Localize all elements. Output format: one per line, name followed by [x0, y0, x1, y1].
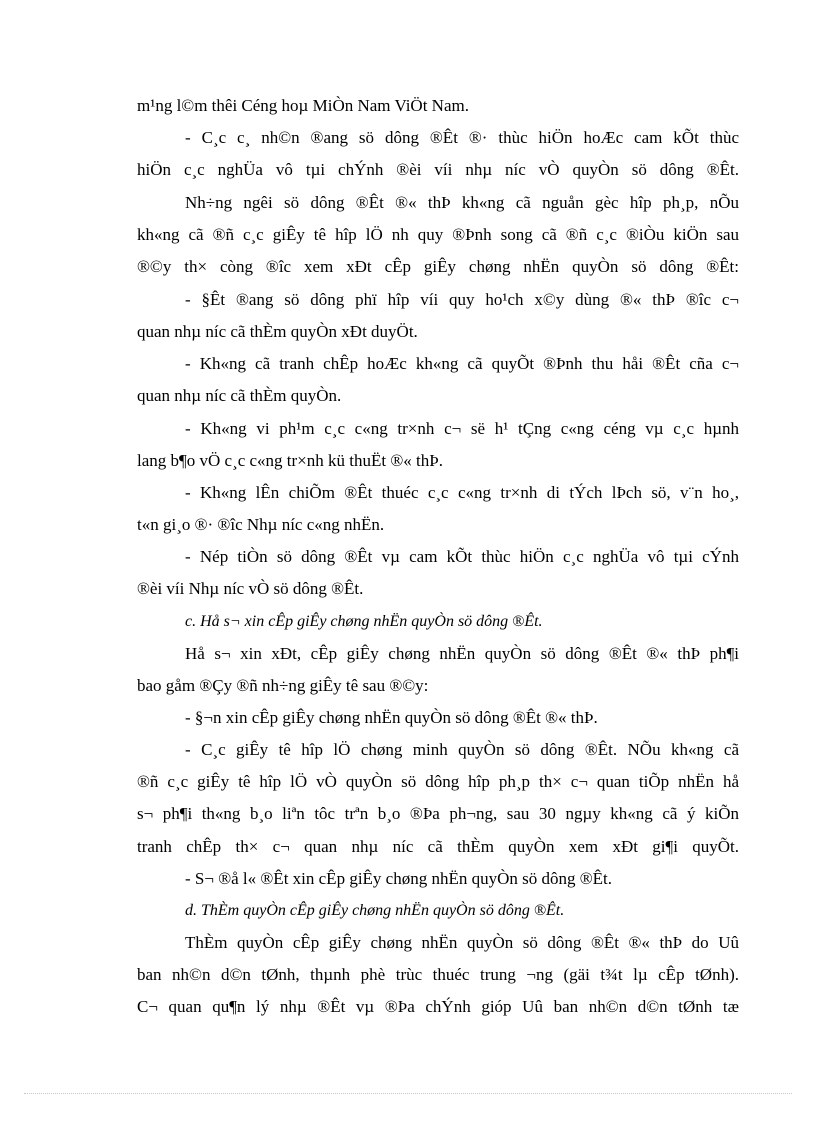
text-line: lang b¶o vÖ c¸c c«ng tr×nh kü thuËt ®« thÞ. [137, 451, 443, 470]
text-line: quan nhµ níc cã thÈm quyÒn xÐt duyÖt. [137, 322, 418, 341]
text-line: s¬ ph¶i th«ng b¸o liªn tôc trªn b¸o ®Þa ph¬ng, sau 30 ngµy kh«ng cã ý kiÕn [137, 804, 739, 823]
section-heading: c. Hå s¬ xin cÊp giÊy chøng nhËn quyÒn sö dông ®Êt. [185, 613, 543, 630]
text-line: quan nhµ níc cã thÈm quyÒn. [137, 386, 342, 405]
text-line: ®ñ c¸c giÊy tê hîp lÖ vÒ quyÒn sö dông hîp ph¸p th× c¬ quan tiÕp nhËn hå [137, 772, 739, 791]
text-line: tranh chÊp th× c¬ quan nhµ níc cã thÈm quyÒn xem xÐt gi¶i quyÕt. [137, 837, 739, 856]
text-line: t«n gi¸o ®· ®îc Nhµ níc c«ng nhËn. [137, 515, 385, 534]
page-bottom-divider [24, 1093, 792, 1094]
text-line: - Kh«ng cã tranh chÊp hoÆc kh«ng cã quyÕt ®Þnh thu håi ®Êt cña c¬ [185, 354, 739, 373]
text-line: bao gåm ®Çy ®ñ nh÷ng giÊy tê sau ®©y: [137, 676, 429, 695]
text-line: m¹ng l©m thêi Céng hoµ MiÒn Nam ViÖt Nam. [137, 96, 469, 115]
text-line: ban nh©n d©n tØnh, thµnh phè trùc thuéc trung ¬ng (gäi t¾t lµ cÊp tØnh). [137, 965, 739, 984]
text-line: kh«ng cã ®ñ c¸c giÊy tê hîp lÖ nh quy ®Þnh song cã ®ñ c¸c ®iÒu kiÖn sau [137, 225, 739, 244]
text-line: ®©y th× còng ®îc xem xÐt cÊp giÊy chøng nhËn quyÒn sö dông ®Êt: [137, 257, 739, 276]
text-line: - Nép tiÒn sö dông ®Êt vµ cam kÕt thùc hiÖn c¸c nghÜa vô tµi cÝnh [185, 547, 739, 566]
text-line: C¬ quan qu¶n lý nhµ ®Êt vµ ®Þa chÝnh gióp Uû ban nh©n d©n tØnh tæ [137, 997, 739, 1016]
text-line: ThÈm quyÒn cÊp giÊy chøng nhËn quyÒn sö dông ®Êt ®« thÞ do Uû [185, 933, 739, 952]
text-line: ®èi víi Nhµ níc vÒ sö dông ®Êt. [137, 579, 364, 598]
text-line: - Kh«ng lÊn chiÕm ®Êt thuéc c¸c c«ng tr×nh di tÝch lÞch sö, v¨n ho¸, [185, 483, 739, 502]
text-line: Nh÷ng ngêi sö dông ®Êt ®« thÞ kh«ng cã nguån gèc hîp ph¸p, nÕu [185, 193, 739, 212]
text-line: - §Êt ®ang sö dông phï hîp víi quy ho¹ch x©y dùng ®« thÞ ®îc c¬ [185, 290, 739, 309]
text-line: Hå s¬ xin xÐt, cÊp giÊy chøng nhËn quyÒn sö dông ®Êt ®« thÞ ph¶i [185, 644, 739, 663]
text-line: - S¬ ®å l« ®Êt xin cÊp giÊy chøng nhËn quyÒn sö dông ®Êt. [185, 869, 613, 888]
text-line: - C¸c giÊy tê hîp lÖ chøng minh quyÒn sö dông ®Êt. NÕu kh«ng cã [185, 740, 739, 759]
text-line: - Kh«ng vi ph¹m c¸c c«ng tr×nh c¬ së h¹ tÇng c«ng céng vµ c¸c hµnh [185, 419, 739, 438]
text-line: - C¸c c¸ nh©n ®ang sö dông ®Êt ®· thùc hiÖn hoÆc cam kÕt thùc [185, 128, 739, 147]
section-heading: d. ThÈm quyÒn cÊp giÊy chøng nhËn quyÒn sö dông ®Êt. [185, 902, 565, 919]
text-line: hiÖn c¸c nghÜa vô tµi chÝnh ®èi víi nhµ níc vÒ quyÒn sö dông ®Êt. [137, 160, 739, 179]
text-line: - §¬n xin cÊp giÊy chøng nhËn quyÒn sö dông ®Êt ®« thÞ. [185, 708, 598, 727]
